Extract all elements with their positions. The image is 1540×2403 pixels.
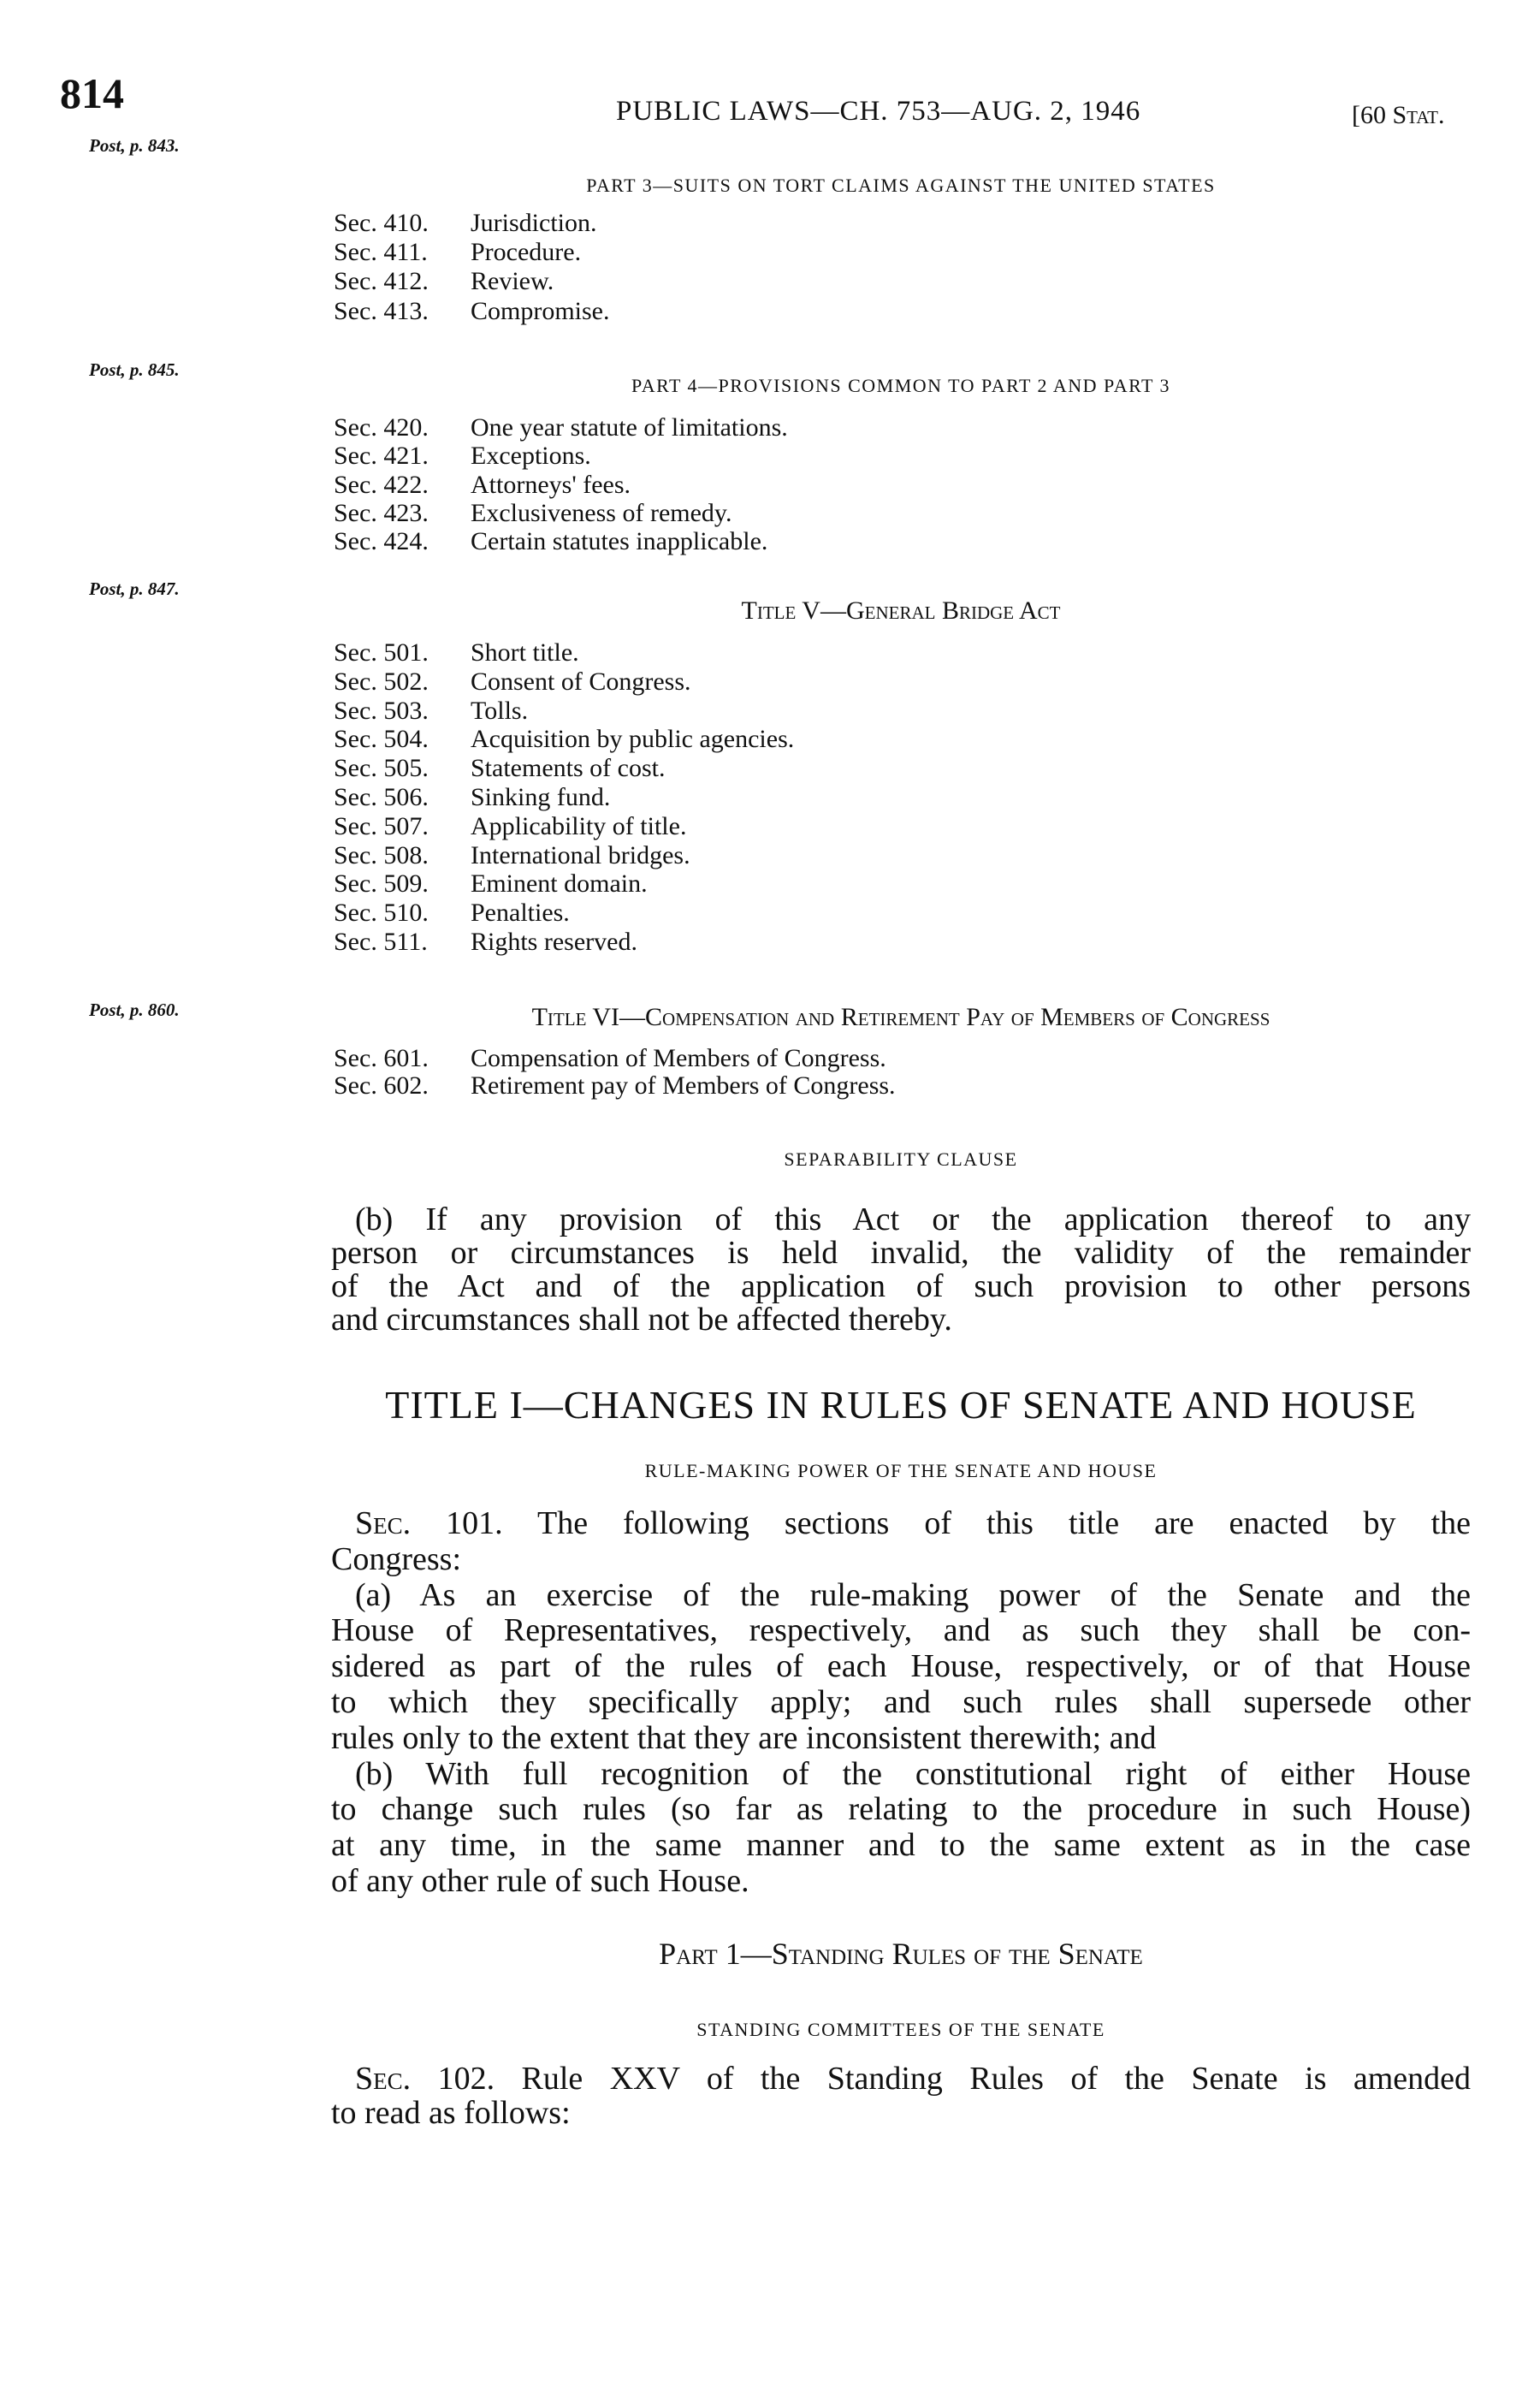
section-title: Rights reserved. xyxy=(471,927,637,956)
line-text: House of Representatives, respectively, and as such they shall be con- xyxy=(331,1612,1471,1649)
line-text: (a) As an exercise of the rule-making power of the Senate and the xyxy=(355,1576,1471,1613)
rule-making-heading: RULE-MAKING POWER OF THE SENATE AND HOUSE xyxy=(644,1460,1158,1481)
section-number: Sec. 422. xyxy=(334,470,429,499)
text-line xyxy=(331,1237,1471,1270)
section-number: Sec. 420. xyxy=(334,413,429,442)
part-1-heading: Part 1—Standing Rules of the Senate xyxy=(659,1937,1143,1971)
line-text: of any other rule of such House. xyxy=(331,1862,749,1899)
margin-note: Post, p. 845. xyxy=(89,359,180,380)
section-title: International bridges. xyxy=(471,840,690,869)
line-text: to change such rules (so far as relating to the procedure in such House) xyxy=(331,1791,1471,1828)
line-text: to read as follows: xyxy=(331,2095,571,2131)
text-line xyxy=(331,1828,1471,1864)
section-number: Sec. 507. xyxy=(334,811,429,840)
section-number: Sec. 509. xyxy=(334,869,429,899)
text-line xyxy=(331,1506,1471,1542)
section-title: Exclusiveness of remedy. xyxy=(471,498,732,527)
text-line xyxy=(331,1203,1471,1237)
section-lead: Sec. xyxy=(355,2061,412,2097)
text-line xyxy=(331,1685,1471,1721)
toc-entry xyxy=(334,783,794,812)
section-title: Compensation of Members of Congress. xyxy=(471,1044,886,1072)
text-line xyxy=(331,2096,1471,2130)
section-number: Sec. 503. xyxy=(334,696,429,725)
line-text: person or circumstances is held invalid, the validity of the remainder xyxy=(331,1235,1471,1271)
line-text: (b) With full recognition of the constitutional right of either House xyxy=(355,1755,1471,1792)
line-text: and circumstances shall not be affected thereby. xyxy=(331,1302,952,1338)
toc-entry xyxy=(334,869,794,899)
text-line xyxy=(331,1757,1471,1793)
toc-entry xyxy=(334,471,788,499)
section-title: Eminent domain. xyxy=(471,869,648,899)
text-line xyxy=(331,1270,1471,1303)
toc-entry xyxy=(334,725,794,754)
toc-entry xyxy=(334,668,794,697)
section-number: Sec. 505. xyxy=(334,754,429,783)
section-number: Sec. 510. xyxy=(334,899,429,928)
section-number: Sec. 602. xyxy=(334,1071,429,1101)
toc-entry xyxy=(334,754,794,783)
line-text: rules only to the extent that they are inconsistent therewith; and xyxy=(331,1719,1157,1756)
stat-label: Stat. xyxy=(1392,101,1445,129)
section-number: Sec. 501. xyxy=(334,638,429,667)
toc-entry xyxy=(334,812,794,841)
section-title: One year statute of limitations. xyxy=(471,413,788,442)
toc-entry xyxy=(334,209,610,238)
toc-entry xyxy=(334,1045,896,1072)
line-text: sidered as part of the rules of each House, respectively, or of that House xyxy=(331,1648,1471,1685)
section-title: Tolls. xyxy=(471,696,529,725)
section-list xyxy=(334,209,610,326)
text-line xyxy=(331,1864,1471,1900)
line-text: of the Act and of the application of such provision to other persons xyxy=(331,1268,1471,1304)
section-title: Acquisition by public agencies. xyxy=(471,725,795,754)
section-number: Sec. 421. xyxy=(334,442,429,471)
section-list xyxy=(334,1045,896,1101)
section-number: Sec. 601. xyxy=(334,1044,429,1072)
section-number: Sec. 424. xyxy=(334,527,429,556)
line-text: (b) If any provision of this Act or the application thereof to any xyxy=(355,1202,1471,1237)
text-line xyxy=(331,1578,1471,1614)
line-text: 101. The following sections of this title are enacted by the xyxy=(411,1505,1471,1541)
margin-note: Post, p. 843. xyxy=(89,135,180,156)
toc-entry xyxy=(334,697,794,726)
section-number: Sec. 502. xyxy=(334,667,429,696)
toc-entry xyxy=(334,928,794,957)
toc-entry xyxy=(334,527,788,555)
text-line xyxy=(331,1649,1471,1685)
separability-text xyxy=(331,1203,1471,1337)
stat-prefix: [60 xyxy=(1352,101,1386,129)
text-line xyxy=(331,2062,1471,2096)
running-head: PUBLIC LAWS—CH. 753—AUG. 2, 1946 xyxy=(616,96,1141,127)
title-5-heading: Title V—General Bridge Act xyxy=(741,596,1061,625)
section-list xyxy=(334,638,794,957)
section-number: Sec. 423. xyxy=(334,498,429,527)
margin-note: Post, p. 860. xyxy=(89,1000,180,1020)
section-number: Sec. 411. xyxy=(334,238,428,267)
section-title: Statements of cost. xyxy=(471,754,666,783)
part-4-heading: PART 4—PROVISIONS COMMON TO PART 2 AND PART 3 xyxy=(631,375,1170,396)
section-number: Sec. 413. xyxy=(334,296,429,325)
section-number: Sec. 506. xyxy=(334,782,429,811)
section-title: Certain statutes inapplicable. xyxy=(471,527,768,556)
line-text: Congress: xyxy=(331,1540,461,1577)
section-title: Procedure. xyxy=(471,238,582,267)
standing-committees-heading: STANDING COMMITTEES OF THE SENATE xyxy=(696,2019,1105,2040)
section-title: Review. xyxy=(471,267,554,296)
section-lead: Sec. xyxy=(355,1505,412,1541)
toc-entry xyxy=(334,499,788,527)
title-1-heading: TITLE I—CHANGES IN RULES OF SENATE AND HOUSE xyxy=(385,1383,1417,1427)
section-number: Sec. 508. xyxy=(334,840,429,869)
title-6-heading: Title VI—Compensation and Retirement Pay of Members of Congress xyxy=(531,1003,1270,1031)
section-title: Retirement pay of Members of Congress. xyxy=(471,1071,896,1101)
line-text: at any time, in the same manner and to the same extent as in the case xyxy=(331,1827,1471,1864)
text-line xyxy=(331,1613,1471,1649)
text-line xyxy=(331,1792,1471,1828)
text-line xyxy=(331,1303,1471,1337)
statute-volume xyxy=(1352,101,1445,130)
section-list xyxy=(334,413,788,555)
toc-entry xyxy=(334,413,788,442)
section-title: Exceptions. xyxy=(471,442,591,471)
section-102-text xyxy=(331,2062,1471,2130)
toc-entry xyxy=(334,238,610,267)
toc-entry xyxy=(334,1072,896,1100)
section-number: Sec. 410. xyxy=(334,209,429,237)
separability-heading: SEPARABILITY CLAUSE xyxy=(784,1148,1018,1170)
section-title: Attorneys' fees. xyxy=(471,470,631,499)
section-number: Sec. 412. xyxy=(334,267,429,296)
section-title: Short title. xyxy=(471,638,579,667)
section-title: Compromise. xyxy=(471,296,610,325)
toc-entry xyxy=(334,442,788,470)
section-number: Sec. 511. xyxy=(334,927,428,956)
section-title: Jurisdiction. xyxy=(471,209,597,237)
toc-entry xyxy=(334,267,610,296)
margin-note: Post, p. 847. xyxy=(89,578,180,599)
section-title: Sinking fund. xyxy=(471,782,611,811)
toc-entry xyxy=(334,638,794,668)
page-number: 814 xyxy=(60,69,124,117)
toc-entry xyxy=(334,297,610,326)
toc-entry xyxy=(334,841,794,870)
section-101-text xyxy=(331,1506,1471,1900)
toc-entry xyxy=(334,899,794,928)
section-number: Sec. 504. xyxy=(334,725,429,754)
text-line xyxy=(331,1721,1471,1757)
text-line xyxy=(331,1542,1471,1578)
section-title: Applicability of title. xyxy=(471,811,687,840)
section-title: Consent of Congress. xyxy=(471,667,691,696)
line-text: 102. Rule XXV of the Standing Rules of the Senate is amended xyxy=(411,2061,1471,2097)
part-3-heading: PART 3—SUITS ON TORT CLAIMS AGAINST THE UNITED STATES xyxy=(586,175,1216,196)
line-text: to which they specifically apply; and such rules shall supersede other xyxy=(331,1683,1471,1720)
section-title: Penalties. xyxy=(471,899,570,928)
